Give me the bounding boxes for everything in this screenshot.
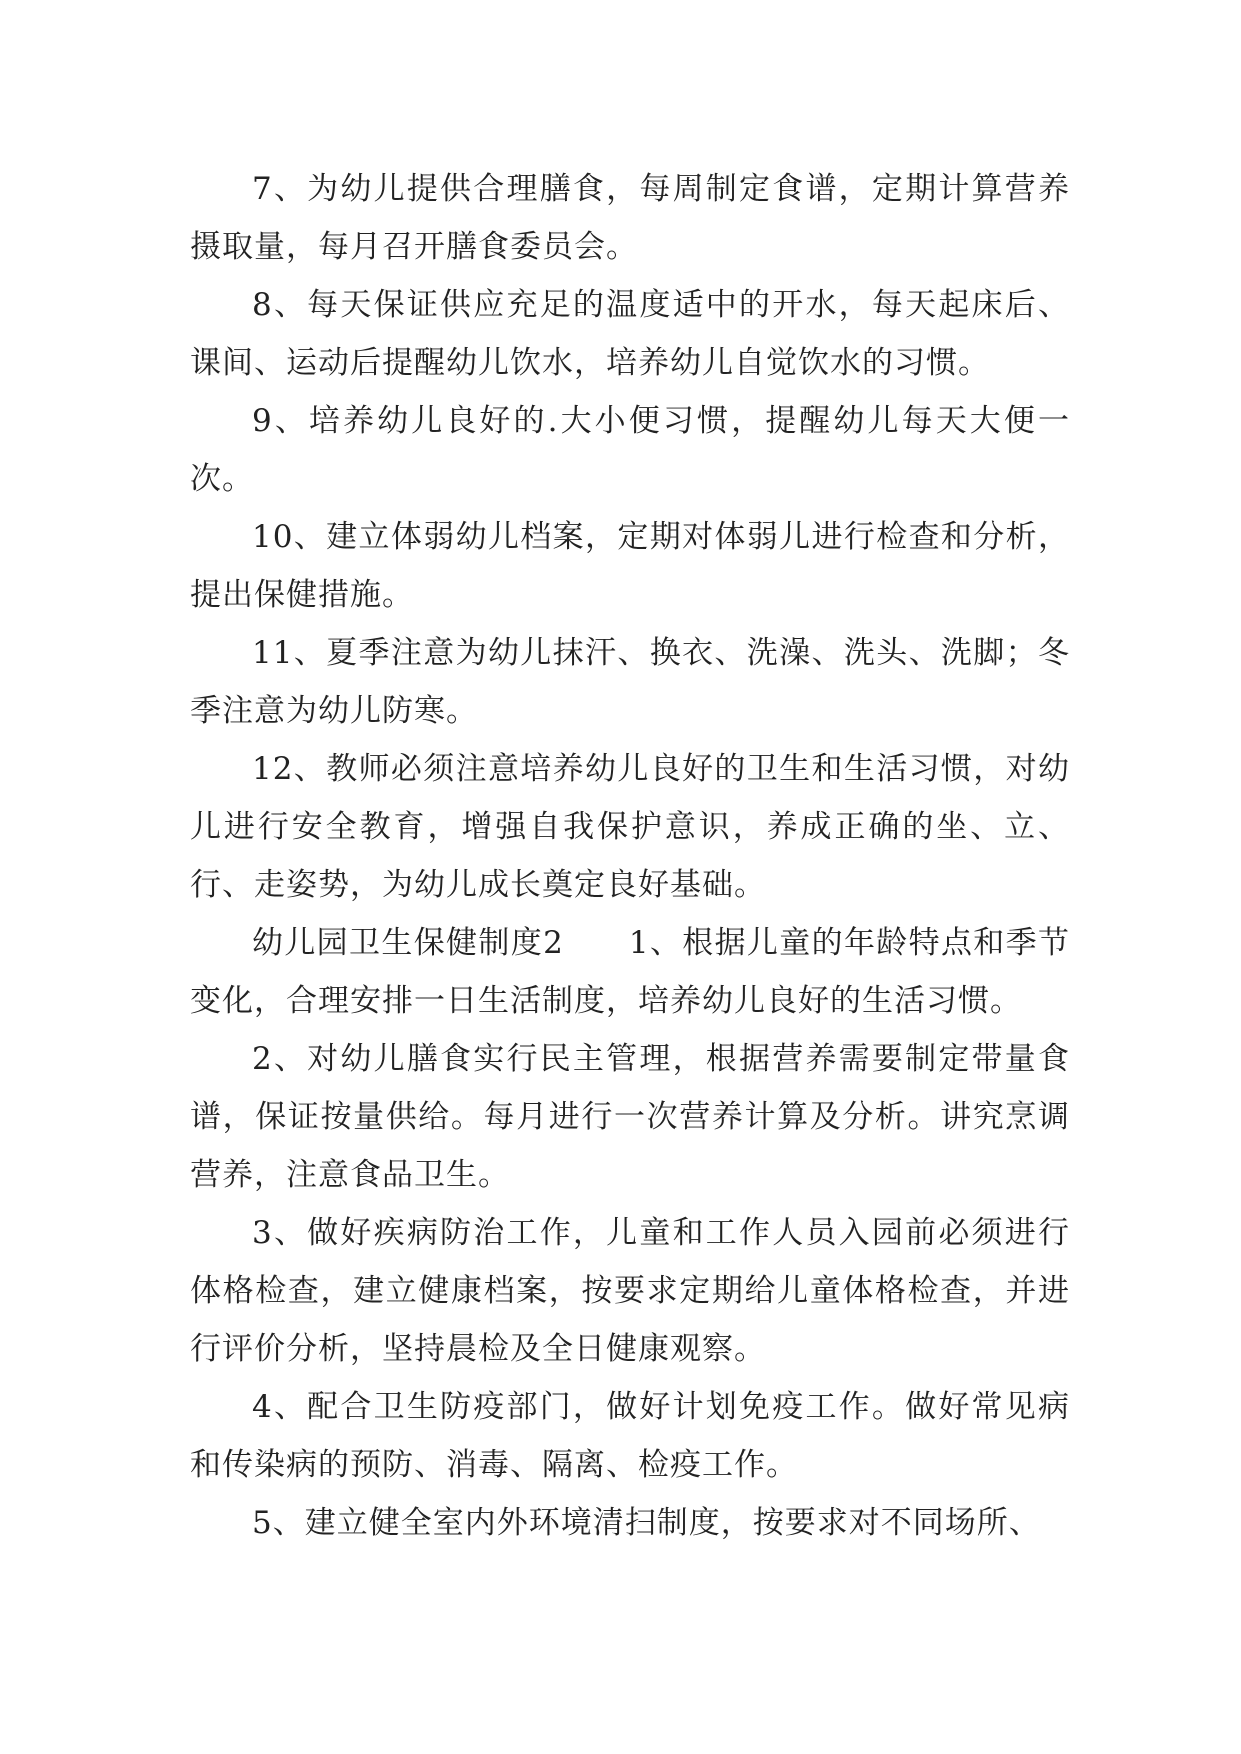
paragraph-item-5: 5、建立健全室内外环境清扫制度，按要求对不同场所、: [252, 1505, 1041, 1541]
paragraph-item-12: 12、教师必须注意培养幼儿良好的卫生和生活习惯，对幼儿进行安全教育，增强自我保护意识，养成正确的坐、立、行、走姿势，为幼儿成长奠定良好基础。: [190, 751, 1070, 903]
section-heading-paragraph: 幼儿园卫生保健制度2 1、根据儿童的年龄特点和季节变化，合理安排一日生活制度，培养幼儿良好的生活习惯。: [190, 925, 1070, 1019]
paragraph-item-10: 10、建立体弱幼儿档案，定期对体弱儿进行检查和分析，提出保健措施。: [190, 519, 1070, 613]
paragraph-item-9: 9、培养幼儿良好的.大小便习惯，提醒幼儿每天大便一次。: [190, 403, 1070, 497]
paragraph-item-4: 4、配合卫生防疫部门，做好计划免疫工作。做好常见病和传染病的预防、消毒、隔离、检疫工作。: [190, 1389, 1070, 1483]
paragraph-item-8: 8、每天保证供应充足的温度适中的开水，每天起床后、课间、运动后提醒幼儿饮水，培养幼儿自觉饮水的习惯。: [190, 287, 1070, 381]
paragraph-item-3: 3、做好疾病防治工作，儿童和工作人员入园前必须进行体格检查，建立健康档案，按要求定期给儿童体格检查，并进行评价分析，坚持晨检及全日健康观察。: [190, 1215, 1070, 1367]
paragraph-item-2: 2、对幼儿膳食实行民主管理，根据营养需要制定带量食谱，保证按量供给。每月进行一次营养计算及分析。讲究烹调营养，注意食品卫生。: [190, 1041, 1070, 1193]
document-body: [190, 160, 1070, 1552]
paragraph-item-11: 11、夏季注意为幼儿抹汗、换衣、洗澡、洗头、洗脚；冬季注意为幼儿防寒。: [190, 635, 1070, 729]
paragraph-item-7: 7、为幼儿提供合理膳食，每周制定食谱，定期计算营养摄取量，每月召开膳食委员会。: [190, 171, 1070, 265]
